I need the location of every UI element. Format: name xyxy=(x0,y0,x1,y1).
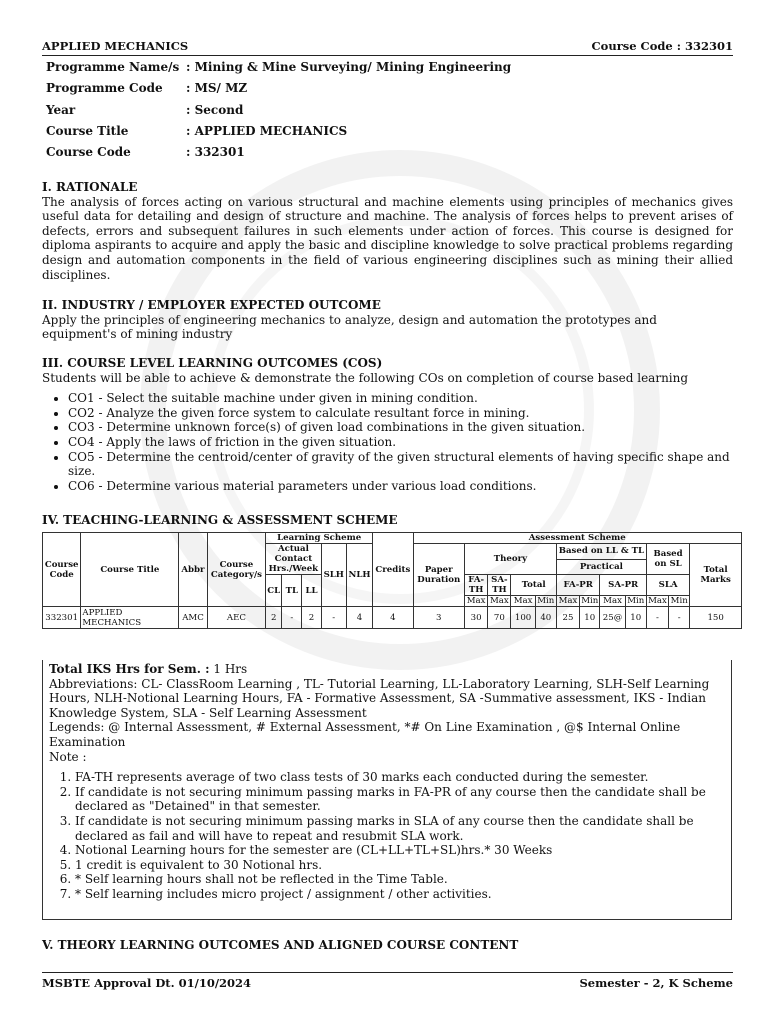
th-course-code: Course Code xyxy=(43,533,81,607)
th-actual-contact: Actual Contact Hrs./Week xyxy=(266,544,321,575)
list-item: 6. * Self learning hours shall not be reflected in the Time Table. xyxy=(75,872,725,887)
header-course-code: Course Code : 332301 xyxy=(591,39,733,53)
th-sla: SLA xyxy=(646,575,689,596)
scheme-notes xyxy=(42,660,732,920)
th-ll: LL xyxy=(302,575,321,607)
th-max: Max xyxy=(488,596,511,607)
info-row: Programme Name/s : Mining & Mine Surveying/ Mining Engineering xyxy=(46,60,512,74)
section-heading: IV. TEACHING-LEARNING & ASSESSMENT SCHEME xyxy=(42,513,398,527)
info-row: Programme Code : MS/ MZ xyxy=(46,81,248,96)
page-footer xyxy=(42,972,733,990)
th-min: Min xyxy=(535,596,556,607)
list-item: • CO5 - Determine the centroid/center of gravity of the given structural elements of having specific shape and size. xyxy=(68,450,733,479)
list-item: • CO4 - Apply the laws of friction in the given situation. xyxy=(68,435,733,450)
rationale-section xyxy=(42,180,733,282)
list-item: 4. Notional Learning hours for the semester are (CL+LL+TL+SL)hrs.* 30 Weeks xyxy=(75,843,725,858)
th-max: Max xyxy=(511,596,535,607)
th-max: Max xyxy=(648,596,667,606)
table-row: 332301 APPLIED MECHANICS AMC AEC 2 - 2 - 4 4 3 30 70 100 40 25 10 25@ 10 - - 150 xyxy=(43,607,742,629)
outcome-text: Apply the principles of engineering mechanics to analyze, design and automation the prototypes and equipment's of mining industry xyxy=(42,312,657,342)
note-label: Note : xyxy=(49,749,87,764)
th-paper-duration: Paper Duration xyxy=(413,544,465,607)
th-course-title: Course Title xyxy=(81,533,179,607)
list-item: • CO6 - Determine various material parameters under various load conditions. xyxy=(68,479,733,494)
th-max: Max xyxy=(556,596,579,607)
approval-date: MSBTE Approval Dt. 01/10/2024 xyxy=(42,976,252,990)
th-theory: Theory xyxy=(465,544,557,575)
th-min: Min xyxy=(581,596,599,606)
th-tl: TL xyxy=(282,575,302,607)
info-row: Course Title : APPLIED MECHANICS xyxy=(46,123,348,138)
page-header xyxy=(42,38,733,56)
programme-info xyxy=(46,60,511,166)
section-heading: III. COURSE LEVEL LEARNING OUTCOMES (COS) xyxy=(42,356,383,370)
info-row: Year : Second xyxy=(46,102,244,117)
notes-list xyxy=(49,770,725,901)
th-max: Max xyxy=(600,596,625,607)
th-slh: SLH xyxy=(321,544,346,607)
expected-outcome-section xyxy=(42,298,733,342)
th-category: Course Category/s xyxy=(207,533,266,607)
th-max: Max xyxy=(465,596,488,607)
th-credits: Credits xyxy=(373,533,413,607)
co-intro: Students will be able to achieve & demonstrate the following COs on completion of course based learning xyxy=(42,370,689,385)
teaching-scheme-table xyxy=(42,532,742,629)
th-sa-pr: SA-PR xyxy=(600,575,646,596)
co-list xyxy=(42,391,733,493)
th-fa-pr: FA-PR xyxy=(556,575,600,596)
th-assessment-scheme: Assessment Scheme xyxy=(413,533,741,544)
th-based-sl: Based on SL xyxy=(646,544,689,575)
list-item: • CO3 - Determine unknown force(s) of given load combinations in the given situation. xyxy=(68,420,733,435)
list-item: 5. 1 credit is equivalent to 30 Notional hrs. xyxy=(75,858,725,873)
th-sa-th: SA-TH xyxy=(488,575,511,596)
th-abbr: Abbr xyxy=(179,533,207,607)
theory-outcomes-section xyxy=(42,938,733,953)
abbreviations-text: Abbreviations: CL- ClassRoom Learning , TL- Tutorial Learning, LL-Laboratory Learning, SLH-Self Learning Hours, NLH-Notional Learning Hours, FA - Formative Assessment, SA -Summative assessment, IKS - Indian Knowledge System, SLA - Self Learning Assessment xyxy=(49,676,710,720)
list-item: • CO1 - Select the suitable machine under given in mining condition. xyxy=(68,391,733,406)
th-cl: CL xyxy=(266,575,282,607)
semester-scheme: Semester - 2, K Scheme xyxy=(579,976,733,990)
course-outcomes-section xyxy=(42,356,733,493)
list-item: 2. If candidate is not securing minimum passing marks in FA-PR of any course then the candidate shall be declared as "Detained" in that semester. xyxy=(75,785,725,814)
th-fa-th: FA-TH xyxy=(465,575,488,596)
list-item: 1. FA-TH represents average of two class tests of 30 marks each conducted during the semester. xyxy=(75,770,725,785)
section-heading: II. INDUSTRY / EMPLOYER EXPECTED OUTCOME xyxy=(42,298,381,312)
th-practical: Practical xyxy=(556,559,646,575)
list-item: 3. If candidate is not securing minimum passing marks in SLA of any course then the candidate shall be declared as fail and will have to repeat and resubmit SLA work. xyxy=(75,814,725,843)
info-row: Course Code : 332301 xyxy=(46,145,245,160)
th-nlh: NLH xyxy=(346,544,372,607)
scheme-section xyxy=(42,513,733,528)
th-min: Min xyxy=(625,596,646,607)
section-heading: V. THEORY LEARNING OUTCOMES AND ALIGNED COURSE CONTENT xyxy=(42,938,519,952)
th-based-ll-tl: Based on LL & TL xyxy=(556,544,646,560)
list-item: 7. * Self learning includes micro project / assignment / other activities. xyxy=(75,887,725,902)
th-total-marks: Total Marks xyxy=(690,544,742,607)
th-min: Min xyxy=(669,596,690,607)
list-item: • CO2 - Analyze the given force system to calculate resultant force in mining. xyxy=(68,406,733,421)
rationale-text: The analysis of forces acting on various structural and machine elements using principles of mechanics gives useful data for detailing and design of structure and machine. The analysis of forces helps to prevent arises of defects, errors and subsequent failures in such elements under action of forces. This course is designed for diploma aspirants to acquire and apply the basic and discipline knowledge to solve practical problems regarding design and automation components in the field of various engineering disciplines such as mining their allied disciplines. xyxy=(42,194,733,282)
legends-text: Legends: @ Internal Assessment, # External Assessment, *# On Line Examination , @$ Internal Online Examination xyxy=(49,720,681,749)
section-heading: I. RATIONALE xyxy=(42,180,138,194)
header-title: APPLIED MECHANICS xyxy=(42,39,189,53)
iks-hours: Total IKS Hrs for Sem. : 1 Hrs xyxy=(49,662,248,676)
th-learning-scheme: Learning Scheme xyxy=(266,533,373,544)
th-total: Total xyxy=(511,575,556,596)
